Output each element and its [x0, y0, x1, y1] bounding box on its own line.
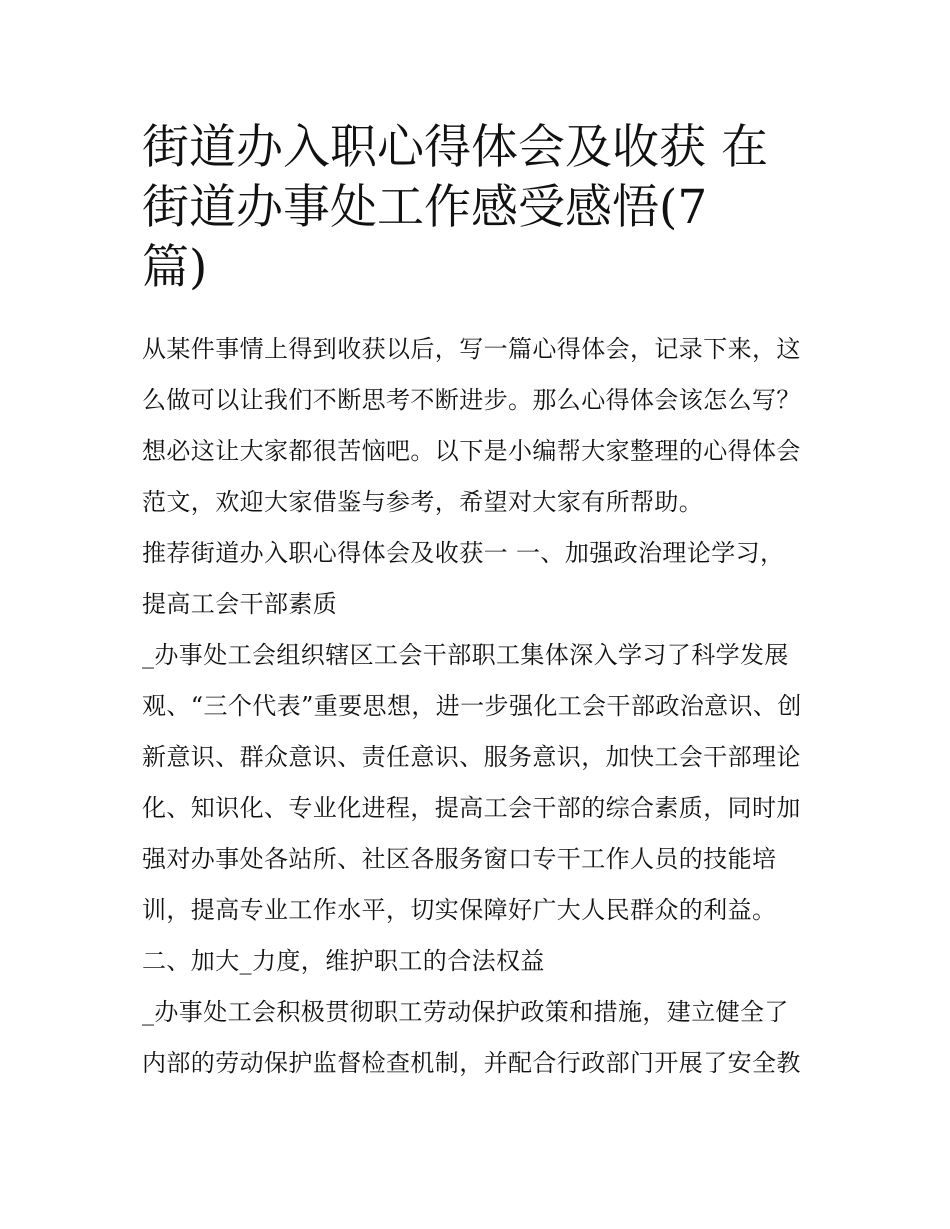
document-page — [142, 118, 814, 1089]
section-heading-line: 推荐街道办入职心得体会及收获一 一、加强政治理论学习， — [142, 539, 785, 567]
section-heading-line: 提高工会干部素质 — [142, 590, 338, 618]
body-line: 训，提高专业工作水平，切实保障好广大人民群众的利益。 — [142, 896, 777, 924]
body-line: 范文，欢迎大家借鉴与参考，希望对大家有所帮助。 — [142, 488, 704, 516]
body-line: 么做可以让我们不断思考不断进步。那么心得体会该怎么写？ — [142, 386, 801, 414]
title-line: 街道办入职心得体会及收获 在 — [142, 120, 768, 175]
body-line: 化、知识化、专业化进程，提高工会干部的综合素质，同时加 — [142, 794, 801, 822]
body-line: 新意识、群众意识、责任意识、服务意识，加快工会干部理论 — [142, 743, 801, 771]
document-body — [142, 324, 814, 1089]
body-line: 内部的劳动保护监督检查机制，并配合行政部门开展了安全教 — [142, 1049, 801, 1077]
body-line: 想必这让大家都很苦恼吧。以下是小编帮大家整理的心得体会 — [142, 437, 801, 465]
title-line: 街道办事处工作感受感悟(7 — [142, 180, 708, 235]
document-title — [142, 118, 814, 298]
body-line: 观、“三个代表”重要思想，进一步强化工会干部政治意识、创 — [142, 692, 802, 720]
section-heading-line: 二、加大_力度，维护职工的合法权益 — [142, 947, 545, 975]
body-line: 强对办事处各站所、社区各服务窗口专干工作人员的技能培 — [142, 845, 777, 873]
body-line: _办事处工会积极贯彻职工劳动保护政策和措施，建立健全了 — [142, 998, 789, 1026]
body-line: _办事处工会组织辖区工会干部职工集体深入学习了科学发展 — [142, 641, 789, 669]
title-line: 篇) — [142, 240, 208, 295]
body-line: 从某件事情上得到收获以后，写一篇心得体会，记录下来，这 — [142, 335, 801, 363]
